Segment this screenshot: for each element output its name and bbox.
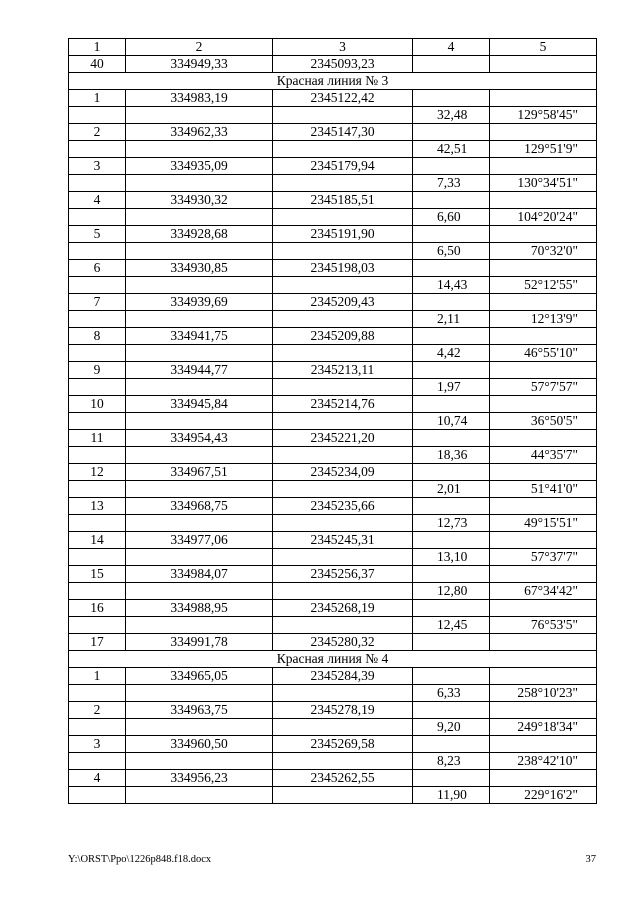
empty-cell bbox=[126, 311, 273, 328]
point-number: 6 bbox=[69, 260, 126, 277]
direction-angle: 130°34'51" bbox=[490, 175, 597, 192]
segment-length: 12,80 bbox=[413, 583, 490, 600]
direction-angle: 238°42'10" bbox=[490, 753, 597, 770]
empty-cell bbox=[69, 345, 126, 362]
direction-angle: 57°7'57" bbox=[490, 379, 597, 396]
empty-cell bbox=[126, 617, 273, 634]
coord-y: 2345256,37 bbox=[273, 566, 413, 583]
empty-cell bbox=[273, 447, 413, 464]
segment-length: 32,48 bbox=[413, 107, 490, 124]
segment-row bbox=[69, 277, 597, 294]
segment-length: 9,20 bbox=[413, 719, 490, 736]
coord-y: 2345209,43 bbox=[273, 294, 413, 311]
direction-angle: 249°18'34" bbox=[490, 719, 597, 736]
direction-angle: 57°37'7" bbox=[490, 549, 597, 566]
coord-y: 2345213,11 bbox=[273, 362, 413, 379]
coord-x: 334944,77 bbox=[126, 362, 273, 379]
point-number: 2 bbox=[69, 702, 126, 719]
point-row bbox=[69, 90, 597, 107]
segment-row bbox=[69, 209, 597, 226]
empty-cell bbox=[413, 600, 490, 617]
segment-length: 6,50 bbox=[413, 243, 490, 260]
coord-y: 2345245,31 bbox=[273, 532, 413, 549]
segment-length: 6,33 bbox=[413, 685, 490, 702]
direction-angle: 129°51'9" bbox=[490, 141, 597, 158]
point-row bbox=[69, 328, 597, 345]
empty-cell bbox=[126, 583, 273, 600]
empty-cell bbox=[69, 311, 126, 328]
coord-y: 2345284,39 bbox=[273, 668, 413, 685]
empty-cell bbox=[126, 515, 273, 532]
point-row bbox=[69, 702, 597, 719]
empty-cell bbox=[413, 260, 490, 277]
empty-cell bbox=[69, 209, 126, 226]
coord-y: 2345280,32 bbox=[273, 634, 413, 651]
empty-cell bbox=[273, 107, 413, 124]
empty-cell bbox=[413, 124, 490, 141]
empty-cell bbox=[69, 379, 126, 396]
empty-cell bbox=[273, 141, 413, 158]
point-row bbox=[69, 498, 597, 515]
empty-cell bbox=[273, 345, 413, 362]
point-row bbox=[69, 294, 597, 311]
coord-x: 334968,75 bbox=[126, 498, 273, 515]
point-row bbox=[69, 600, 597, 617]
table-header-row bbox=[69, 39, 597, 56]
empty-cell bbox=[273, 515, 413, 532]
section-title: Красная линия № 3 bbox=[69, 73, 597, 90]
point-number: 8 bbox=[69, 328, 126, 345]
coord-x: 334962,33 bbox=[126, 124, 273, 141]
segment-row bbox=[69, 515, 597, 532]
header-cell-1: 1 bbox=[69, 39, 126, 56]
point-row bbox=[69, 192, 597, 209]
direction-angle: 44°35'7" bbox=[490, 447, 597, 464]
empty-cell bbox=[413, 532, 490, 549]
segment-row bbox=[69, 447, 597, 464]
segment-length: 4,42 bbox=[413, 345, 490, 362]
direction-angle: 52°12'55" bbox=[490, 277, 597, 294]
point-number: 4 bbox=[69, 770, 126, 787]
point-number: 9 bbox=[69, 362, 126, 379]
segment-row bbox=[69, 243, 597, 260]
point-row bbox=[69, 464, 597, 481]
empty-cell bbox=[490, 294, 597, 311]
empty-cell bbox=[273, 379, 413, 396]
coord-x: 334945,84 bbox=[126, 396, 273, 413]
coord-x: 334991,78 bbox=[126, 634, 273, 651]
coord-x: 334930,85 bbox=[126, 260, 273, 277]
empty-cell bbox=[490, 362, 597, 379]
empty-cell bbox=[273, 549, 413, 566]
empty-cell bbox=[413, 498, 490, 515]
point-number: 16 bbox=[69, 600, 126, 617]
empty-cell bbox=[273, 243, 413, 260]
point-row bbox=[69, 770, 597, 787]
coord-y: 2345185,51 bbox=[273, 192, 413, 209]
empty-cell bbox=[273, 617, 413, 634]
table-body bbox=[69, 56, 597, 804]
point-number: 3 bbox=[69, 158, 126, 175]
point-number: 5 bbox=[69, 226, 126, 243]
coord-y: 2345269,58 bbox=[273, 736, 413, 753]
empty-cell bbox=[413, 736, 490, 753]
empty-cell bbox=[413, 328, 490, 345]
coord-y: 2345221,20 bbox=[273, 430, 413, 447]
coord-x: 334939,69 bbox=[126, 294, 273, 311]
coord-y: 2345198,03 bbox=[273, 260, 413, 277]
empty-cell bbox=[490, 668, 597, 685]
segment-length: 8,23 bbox=[413, 753, 490, 770]
coord-x: 334928,68 bbox=[126, 226, 273, 243]
coord-y: 2345235,66 bbox=[273, 498, 413, 515]
point-row bbox=[69, 532, 597, 549]
coord-y: 2345093,23 bbox=[273, 56, 413, 73]
point-number: 11 bbox=[69, 430, 126, 447]
point-number: 2 bbox=[69, 124, 126, 141]
point-row bbox=[69, 226, 597, 243]
empty-cell bbox=[413, 464, 490, 481]
point-number: 13 bbox=[69, 498, 126, 515]
section-title: Красная линия № 4 bbox=[69, 651, 597, 668]
segment-row bbox=[69, 345, 597, 362]
section-header-row bbox=[69, 73, 597, 90]
direction-angle: 70°32'0" bbox=[490, 243, 597, 260]
empty-cell bbox=[69, 481, 126, 498]
segment-length: 11,90 bbox=[413, 787, 490, 804]
coord-x: 334977,06 bbox=[126, 532, 273, 549]
empty-cell bbox=[69, 175, 126, 192]
empty-cell bbox=[490, 702, 597, 719]
empty-cell bbox=[273, 175, 413, 192]
empty-cell bbox=[126, 379, 273, 396]
empty-cell bbox=[69, 447, 126, 464]
empty-cell bbox=[273, 685, 413, 702]
segment-row bbox=[69, 413, 597, 430]
point-number: 3 bbox=[69, 736, 126, 753]
empty-cell bbox=[490, 566, 597, 583]
point-number: 7 bbox=[69, 294, 126, 311]
direction-angle: 104°20'24" bbox=[490, 209, 597, 226]
empty-cell bbox=[413, 56, 490, 73]
empty-cell bbox=[490, 56, 597, 73]
empty-cell bbox=[126, 175, 273, 192]
empty-cell bbox=[490, 192, 597, 209]
coord-y: 2345147,30 bbox=[273, 124, 413, 141]
point-number: 14 bbox=[69, 532, 126, 549]
empty-cell bbox=[273, 719, 413, 736]
empty-cell bbox=[126, 753, 273, 770]
coord-x: 334960,50 bbox=[126, 736, 273, 753]
coord-y: 2345278,19 bbox=[273, 702, 413, 719]
coordinates-table bbox=[68, 38, 597, 804]
point-number: 10 bbox=[69, 396, 126, 413]
empty-cell bbox=[126, 685, 273, 702]
header-cell-3: 3 bbox=[273, 39, 413, 56]
empty-cell bbox=[413, 430, 490, 447]
segment-length: 18,36 bbox=[413, 447, 490, 464]
point-row bbox=[69, 668, 597, 685]
segment-row bbox=[69, 719, 597, 736]
coord-x: 334954,43 bbox=[126, 430, 273, 447]
segment-length: 2,11 bbox=[413, 311, 490, 328]
coord-y: 2345234,09 bbox=[273, 464, 413, 481]
empty-cell bbox=[413, 396, 490, 413]
empty-cell bbox=[490, 124, 597, 141]
direction-angle: 258°10'23" bbox=[490, 685, 597, 702]
direction-angle: 12°13'9" bbox=[490, 311, 597, 328]
empty-cell bbox=[490, 770, 597, 787]
segment-length: 13,10 bbox=[413, 549, 490, 566]
empty-cell bbox=[413, 634, 490, 651]
point-number: 1 bbox=[69, 668, 126, 685]
segment-row bbox=[69, 481, 597, 498]
coord-x: 334949,33 bbox=[126, 56, 273, 73]
empty-cell bbox=[69, 277, 126, 294]
coord-x: 334965,05 bbox=[126, 668, 273, 685]
empty-cell bbox=[69, 549, 126, 566]
header-cell-4: 4 bbox=[413, 39, 490, 56]
empty-cell bbox=[126, 345, 273, 362]
coord-x: 334967,51 bbox=[126, 464, 273, 481]
empty-cell bbox=[490, 396, 597, 413]
empty-cell bbox=[413, 158, 490, 175]
empty-cell bbox=[490, 464, 597, 481]
point-row bbox=[69, 124, 597, 141]
segment-length: 7,33 bbox=[413, 175, 490, 192]
segment-row bbox=[69, 753, 597, 770]
empty-cell bbox=[126, 719, 273, 736]
direction-angle: 49°15'51" bbox=[490, 515, 597, 532]
empty-cell bbox=[490, 600, 597, 617]
coord-y: 2345262,55 bbox=[273, 770, 413, 787]
empty-cell bbox=[273, 787, 413, 804]
coord-y: 2345268,19 bbox=[273, 600, 413, 617]
empty-cell bbox=[490, 90, 597, 107]
segment-row bbox=[69, 617, 597, 634]
direction-angle: 67°34'42" bbox=[490, 583, 597, 600]
segment-row bbox=[69, 549, 597, 566]
empty-cell bbox=[413, 226, 490, 243]
coord-x: 334935,09 bbox=[126, 158, 273, 175]
empty-cell bbox=[413, 294, 490, 311]
point-number: 12 bbox=[69, 464, 126, 481]
empty-cell bbox=[413, 668, 490, 685]
point-row bbox=[69, 396, 597, 413]
point-row bbox=[69, 260, 597, 277]
coord-x: 334983,19 bbox=[126, 90, 273, 107]
coord-x: 334930,32 bbox=[126, 192, 273, 209]
coord-x: 334963,75 bbox=[126, 702, 273, 719]
coord-y: 2345179,94 bbox=[273, 158, 413, 175]
empty-cell bbox=[69, 719, 126, 736]
point-number: 17 bbox=[69, 634, 126, 651]
segment-row bbox=[69, 379, 597, 396]
empty-cell bbox=[273, 311, 413, 328]
empty-cell bbox=[69, 787, 126, 804]
segment-length: 10,74 bbox=[413, 413, 490, 430]
empty-cell bbox=[273, 753, 413, 770]
segment-length: 14,43 bbox=[413, 277, 490, 294]
empty-cell bbox=[413, 362, 490, 379]
segment-row bbox=[69, 311, 597, 328]
coord-x: 334988,95 bbox=[126, 600, 273, 617]
coord-x: 334956,23 bbox=[126, 770, 273, 787]
point-number: 1 bbox=[69, 90, 126, 107]
segment-length: 1,97 bbox=[413, 379, 490, 396]
point-row bbox=[69, 362, 597, 379]
empty-cell bbox=[69, 413, 126, 430]
point-row bbox=[69, 634, 597, 651]
empty-cell bbox=[273, 481, 413, 498]
empty-cell bbox=[69, 685, 126, 702]
direction-angle: 129°58'45" bbox=[490, 107, 597, 124]
header-cell-2: 2 bbox=[126, 39, 273, 56]
coord-x: 334984,07 bbox=[126, 566, 273, 583]
point-row bbox=[69, 736, 597, 753]
point-row bbox=[69, 430, 597, 447]
empty-cell bbox=[69, 583, 126, 600]
point-number: 4 bbox=[69, 192, 126, 209]
coord-x: 334941,75 bbox=[126, 328, 273, 345]
empty-cell bbox=[126, 277, 273, 294]
coord-y: 2345209,88 bbox=[273, 328, 413, 345]
segment-row bbox=[69, 685, 597, 702]
empty-cell bbox=[126, 787, 273, 804]
empty-cell bbox=[413, 192, 490, 209]
empty-cell bbox=[69, 753, 126, 770]
empty-cell bbox=[126, 549, 273, 566]
empty-cell bbox=[490, 226, 597, 243]
empty-cell bbox=[126, 209, 273, 226]
direction-angle: 36°50'5" bbox=[490, 413, 597, 430]
empty-cell bbox=[413, 566, 490, 583]
empty-cell bbox=[273, 209, 413, 226]
segment-row bbox=[69, 175, 597, 192]
empty-cell bbox=[490, 328, 597, 345]
direction-angle: 229°16'2" bbox=[490, 787, 597, 804]
direction-angle: 76°53'5" bbox=[490, 617, 597, 634]
empty-cell bbox=[126, 481, 273, 498]
segment-row bbox=[69, 787, 597, 804]
point-row bbox=[69, 158, 597, 175]
coord-y: 2345214,76 bbox=[273, 396, 413, 413]
segment-length: 12,73 bbox=[413, 515, 490, 532]
empty-cell bbox=[69, 515, 126, 532]
empty-cell bbox=[490, 260, 597, 277]
segment-row bbox=[69, 141, 597, 158]
empty-cell bbox=[413, 90, 490, 107]
empty-cell bbox=[413, 702, 490, 719]
segment-length: 6,60 bbox=[413, 209, 490, 226]
empty-cell bbox=[126, 447, 273, 464]
page-number: 37 bbox=[585, 854, 596, 865]
empty-cell bbox=[69, 243, 126, 260]
empty-cell bbox=[69, 141, 126, 158]
direction-angle: 51°41'0" bbox=[490, 481, 597, 498]
empty-cell bbox=[126, 141, 273, 158]
empty-cell bbox=[273, 277, 413, 294]
empty-cell bbox=[490, 158, 597, 175]
empty-cell bbox=[126, 243, 273, 260]
empty-cell bbox=[126, 413, 273, 430]
header-cell-5: 5 bbox=[490, 39, 597, 56]
section-header-row bbox=[69, 651, 597, 668]
empty-cell bbox=[126, 107, 273, 124]
empty-cell bbox=[490, 430, 597, 447]
direction-angle: 46°55'10" bbox=[490, 345, 597, 362]
empty-cell bbox=[490, 532, 597, 549]
coord-y: 2345122,42 bbox=[273, 90, 413, 107]
segment-row bbox=[69, 583, 597, 600]
segment-length: 2,01 bbox=[413, 481, 490, 498]
segment-length: 12,45 bbox=[413, 617, 490, 634]
footer-file-path: Y:\ORST\Ppo\1226p848.f18.docx bbox=[68, 854, 212, 865]
segment-row bbox=[69, 107, 597, 124]
empty-cell bbox=[490, 498, 597, 515]
empty-cell bbox=[490, 736, 597, 753]
point-number: 15 bbox=[69, 566, 126, 583]
empty-cell bbox=[273, 413, 413, 430]
empty-cell bbox=[490, 634, 597, 651]
coord-y: 2345191,90 bbox=[273, 226, 413, 243]
point-row bbox=[69, 56, 597, 73]
empty-cell bbox=[413, 770, 490, 787]
point-row bbox=[69, 566, 597, 583]
segment-length: 42,51 bbox=[413, 141, 490, 158]
empty-cell bbox=[69, 617, 126, 634]
point-number: 40 bbox=[69, 56, 126, 73]
empty-cell bbox=[273, 583, 413, 600]
empty-cell bbox=[69, 107, 126, 124]
